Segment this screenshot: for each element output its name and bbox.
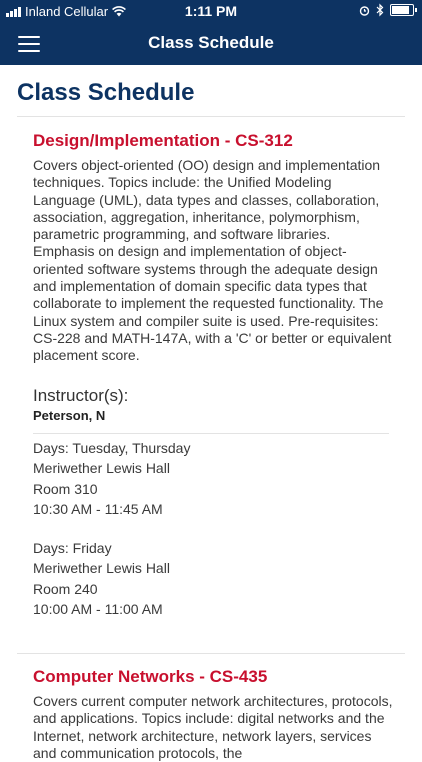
battery-icon — [390, 4, 414, 16]
course-description: Covers current computer network architectures, protocols, and applications. Topics include: digital networks and the Internet, network architecture, network layers, services and communication protocols, the — [33, 693, 393, 761]
course-card — [33, 131, 393, 365]
instructor-divider — [33, 433, 389, 434]
meeting-building: Meriwether Lewis Hall — [33, 460, 170, 477]
meeting-time: 10:30 AM - 11:45 AM — [33, 500, 163, 517]
meeting-room: Room 240 — [33, 580, 98, 597]
instructor-name: Peterson, N — [33, 408, 106, 423]
instructor-section — [33, 386, 393, 423]
meeting-block — [33, 438, 393, 519]
schedule-content[interactable] — [0, 65, 422, 761]
status-time: 1:11 PM — [184, 3, 238, 19]
meeting-room: Room 310 — [33, 480, 98, 497]
course-divider — [17, 653, 405, 654]
course-description: Covers object-oriented (OO) design and implementation techniques. Topics include: the Unified Modeling Language (UML), data types and classes, collaboration, association, aggregation, inheritance, polymorphism, parametric programming, and software libraries. Emphasis on design and implementation of object-oriented software systems through the adequate design and implementation of domain specific data types that collaborate to implement the requested functionality. The Linux system and compiler suite is used. Pre-requisites: CS-228 and MATH-147A, with a 'C' or better or equivalent placement score. — [33, 157, 392, 364]
nav-title: Class Schedule — [148, 33, 274, 52]
instructor-label: Instructor(s): — [33, 386, 129, 405]
top-bar — [0, 0, 422, 65]
navigation-bar — [0, 22, 422, 65]
status-bar — [0, 0, 422, 22]
meeting-building: Meriwether Lewis Hall — [33, 560, 170, 577]
meeting-time: 10:00 AM - 11:00 AM — [33, 600, 163, 617]
page-title: Class Schedule — [17, 79, 195, 106]
meeting-days: Days: Tuesday, Thursday — [33, 440, 191, 456]
alarm-icon — [359, 5, 370, 16]
course-card — [33, 667, 393, 762]
carrier-name: Inland Cellular — [25, 4, 109, 19]
course-title[interactable]: Design/Implementation - CS-312 — [33, 131, 293, 150]
course-title[interactable]: Computer Networks - CS-435 — [33, 667, 268, 686]
title-divider — [17, 116, 405, 117]
bluetooth-icon — [376, 4, 384, 16]
meeting-days: Days: Friday — [33, 540, 112, 556]
meeting-block — [33, 538, 393, 619]
